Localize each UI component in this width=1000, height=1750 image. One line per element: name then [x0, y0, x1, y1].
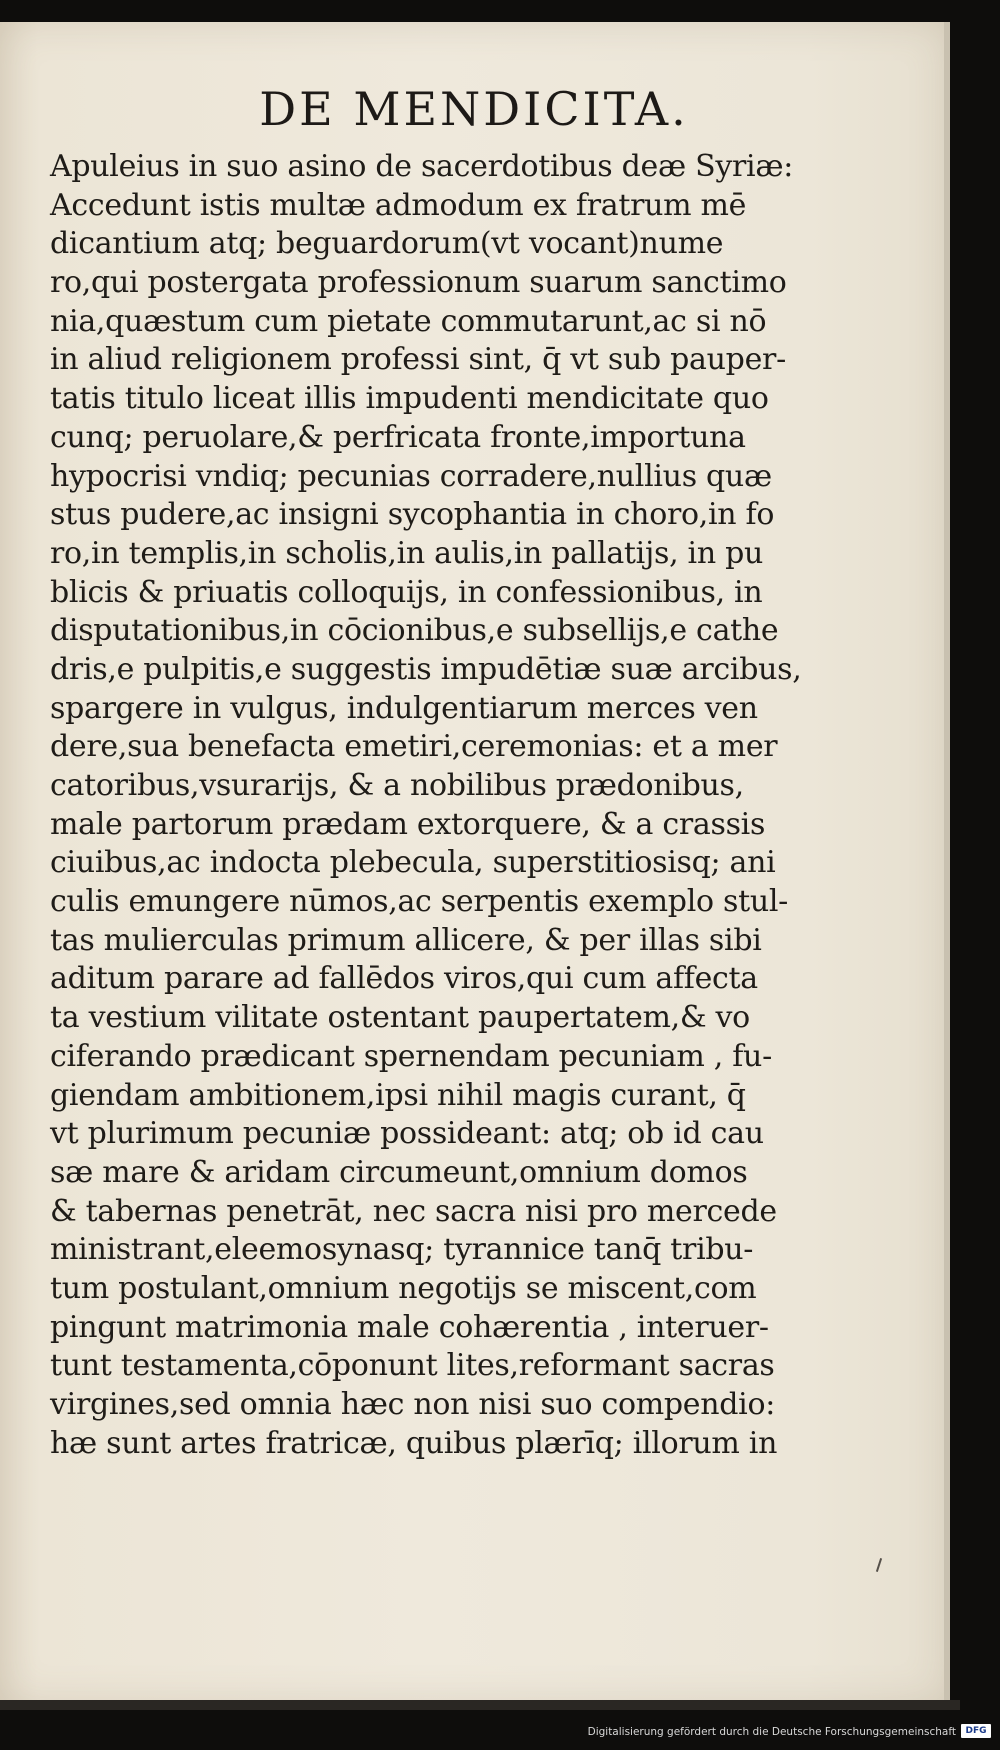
text-line: hypocrisi vndiq; pecunias corradere,nullius quæ: [50, 458, 772, 494]
text-line: ta vestium vilitate ostentant paupertatem,& vo: [50, 1000, 750, 1036]
text-line: dicantium atq; beguardorum(vt vocant)nume: [50, 226, 724, 262]
text-line: nia,quæstum cum pietate commutarunt,ac si nō: [50, 303, 767, 339]
text-line: vt plurimum pecuniæ possideant: atq; ob id cau: [50, 1116, 764, 1152]
text-line: & tabernas penetrāt, nec sacra nisi pro mercede: [50, 1193, 777, 1229]
text-line: male partorum prædam extorquere, & a crassis: [50, 806, 766, 842]
digitization-credit: Digitalisierung gefördert durch die Deutsche Forschungsgemeinschaft: [587, 1726, 956, 1738]
text-line: pingunt matrimonia male cohærentia , interuer-: [50, 1309, 769, 1345]
text-line: Apuleius in suo asino de sacerdotibus deæ Syriæ:: [50, 149, 794, 184]
running-head: DE MENDICITA.: [259, 82, 689, 136]
text-line: tum postulant,omnium negotijs se miscent,com: [50, 1270, 757, 1306]
text-line: sæ mare & aridam circumeunt,omnium domos: [50, 1154, 748, 1190]
text-line: virgines,sed omnia hæc non nisi suo compendio:: [50, 1387, 776, 1422]
text-line: catoribus,vsurarijs, & a nobilibus prædonibus,: [50, 768, 744, 803]
text-line: tatis titulo liceat illis impudenti mendicitate quo: [50, 381, 769, 417]
text-line: tas mulierculas primum allicere, & per illas sibi: [50, 922, 762, 958]
text-line: ciuibus,ac indocta plebecula, superstitiosisq; ani: [50, 845, 776, 881]
text-line: Accedunt istis multæ admodum ex fratrum mē: [50, 187, 747, 223]
text-line: cunq; peruolare,& perfricata fronte,importuna: [50, 419, 746, 455]
text-line: disputationibus,in cōcionibus,e subsellijs,e cathe: [50, 613, 779, 649]
text-line: stus pudere,ac insigni sycophantia in choro,in fo: [50, 497, 775, 533]
text-line: ministrant,eleemosynasq; tyrannice tanq̄ tribu-: [50, 1232, 754, 1268]
text-line: tunt testamenta,cōponunt lites,reformant sacras: [50, 1348, 775, 1384]
text-line: in aliud religionem professi sint, q̄ vt sub pauper-: [50, 342, 786, 378]
text-line: aditum parare ad fallēdos viros,qui cum affecta: [50, 961, 758, 997]
text-line: dere,sua benefacta emetiri,ceremonias: et a mer: [50, 729, 778, 765]
text-line: ro,qui postergata professionum suarum sanctimo: [50, 265, 787, 301]
page-edge: [944, 22, 950, 1704]
page-bottom-edge: [0, 1700, 960, 1710]
text-line: culis emungere nūmos,ac serpentis exemplo stul-: [50, 884, 789, 920]
text-line: spargere in vulgus, indulgentiarum merces ven: [50, 690, 758, 726]
text-line: dris,e pulpitis,e suggestis impudētiæ suæ arcibus,: [50, 651, 802, 687]
text-line: giendam ambitionem,ipsi nihil magis curant, q̄: [50, 1077, 746, 1113]
text-line: blicis & priuatis colloquijs, in confessionibus, in: [50, 574, 763, 610]
text-line: ciferando prædicant spernendam pecuniam , fu-: [50, 1038, 772, 1074]
dfg-logo: DFG: [961, 1724, 991, 1738]
text-line: ro,in templis,in scholis,in aulis,in pallatijs, in pu: [50, 535, 764, 571]
text-line: hæ sunt artes fratricæ, quibus plærīq; illorum in: [50, 1425, 778, 1461]
body-text: [50, 148, 830, 1463]
